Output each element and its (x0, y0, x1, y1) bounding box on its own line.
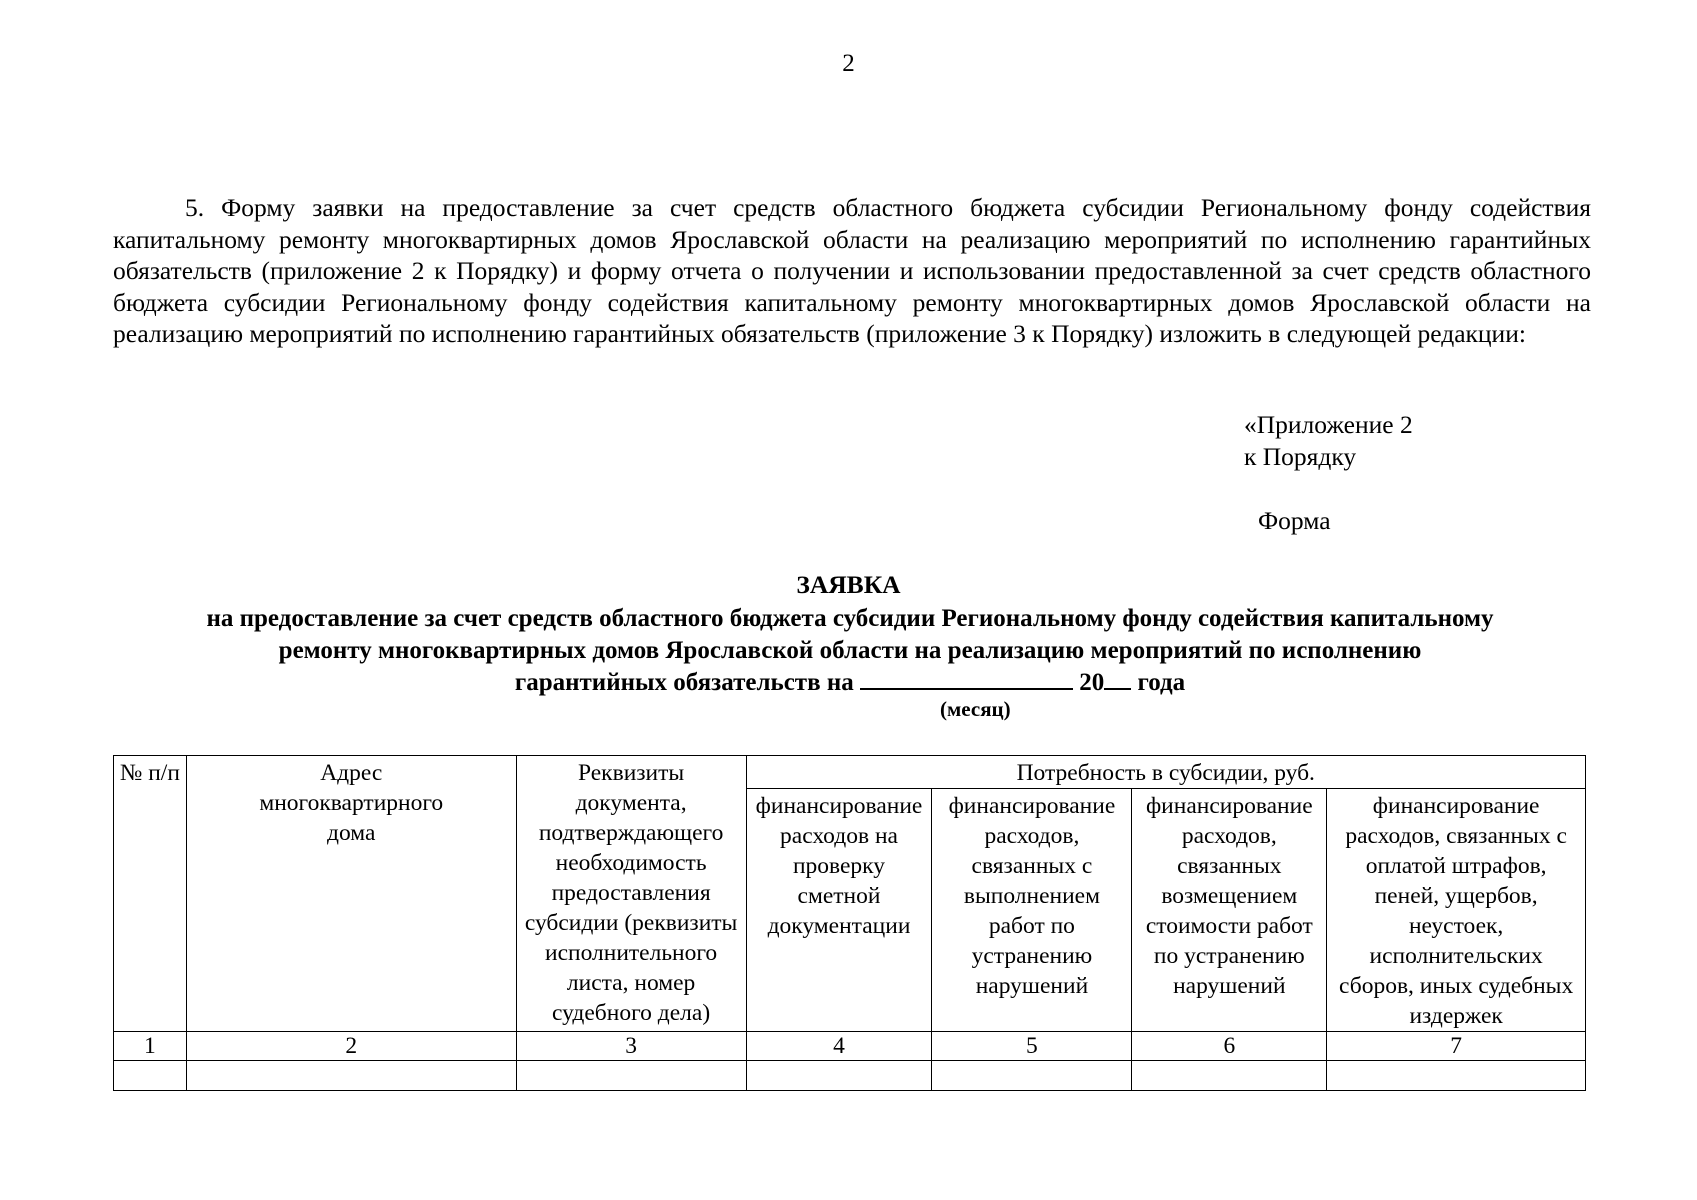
table-cell (1132, 1061, 1327, 1091)
year-blank (1104, 666, 1131, 690)
document-title: ЗАЯВКА (796, 570, 901, 599)
table-cell (114, 1061, 187, 1091)
column-number: 1 (114, 1032, 187, 1061)
subtitle-line-2: ремонту многоквартирных домов Ярославской области на реализацию мероприятий по исполнению (278, 636, 1422, 664)
appendix-line-2: к Порядку (1244, 442, 1357, 471)
form-label: Форма (1258, 506, 1331, 535)
month-blank (860, 666, 1073, 690)
header-subsidy-need: Потребность в субсидии, руб. (746, 756, 1585, 789)
column-number: 4 (746, 1032, 932, 1061)
table-numbering-row (114, 1032, 1586, 1061)
table-cell (746, 1061, 932, 1091)
header-sub-col: финансирование расходов, связанных с оплатой штрафов, пеней, ущербов, неустоек, исполнительских сборов, иных судебных издержек (1327, 789, 1586, 1032)
column-number: 2 (186, 1032, 516, 1061)
table-header-row (114, 756, 1586, 789)
table-row (114, 1061, 1586, 1091)
column-number: 6 (1132, 1032, 1327, 1061)
appendix-line-1: «Приложение 2 (1244, 410, 1413, 439)
subtitle-line-1: на предоставление за счет средств областного бюджета субсидии Региональному фонду содействия капитальному (206, 605, 1494, 632)
year-prefix: 20 (1079, 669, 1105, 696)
subtitle-line-3 (110, 666, 1590, 699)
table-cell (1327, 1061, 1586, 1091)
month-hint: (месяц) (940, 697, 1011, 721)
header-sub-col: финансирование расходов, связанных с выполнением работ по устранению нарушений (932, 789, 1132, 1032)
header-num: № п/п (114, 756, 187, 1032)
column-number: 5 (932, 1032, 1132, 1061)
header-requisites: Реквизиты документа, подтверждающего необходимость предоставления субсидии (реквизиты исполнительного листа, номер судебного дела) (516, 756, 746, 1032)
header-address: Адрес многоквартирного дома (186, 756, 516, 1032)
header-sub-col: финансирование расходов, связанных возмещением стоимости работ по устранению нарушений (1132, 789, 1327, 1032)
subtitle-line-3-text: гарантийных обязательств на (514, 669, 854, 696)
column-number: 3 (516, 1032, 746, 1061)
amendment-paragraph: 5. Форму заявки на предоставление за счет средств областного бюджета субсидии Региональному фонду содействия капитальному ремонту многоквартирных домов Ярославской области на реализацию мероприятий по исполнению гарантийных обязательств (приложение 2 к Порядку) и форму отчета о получении и использовании предоставленной за счет средств областного бюджета субсидии Региональному фонду содействия капитальному ремонту многоквартирных домов Ярославской области на реализацию мероприятий по исполнению гарантийных обязательств (приложение 3 к Порядку) изложить в следующей редакции: (113, 193, 1591, 348)
table-cell (186, 1061, 516, 1091)
table-cell (932, 1061, 1132, 1091)
application-table (113, 755, 1586, 1091)
column-number: 7 (1327, 1032, 1586, 1061)
page-number: 2 (842, 50, 855, 77)
appendix-reference (1244, 409, 1413, 473)
header-sub-col: финансирование расходов на проверку сметной документации (746, 789, 932, 1032)
year-word: года (1137, 669, 1186, 696)
table-cell (516, 1061, 746, 1091)
document-subtitle (110, 603, 1590, 699)
